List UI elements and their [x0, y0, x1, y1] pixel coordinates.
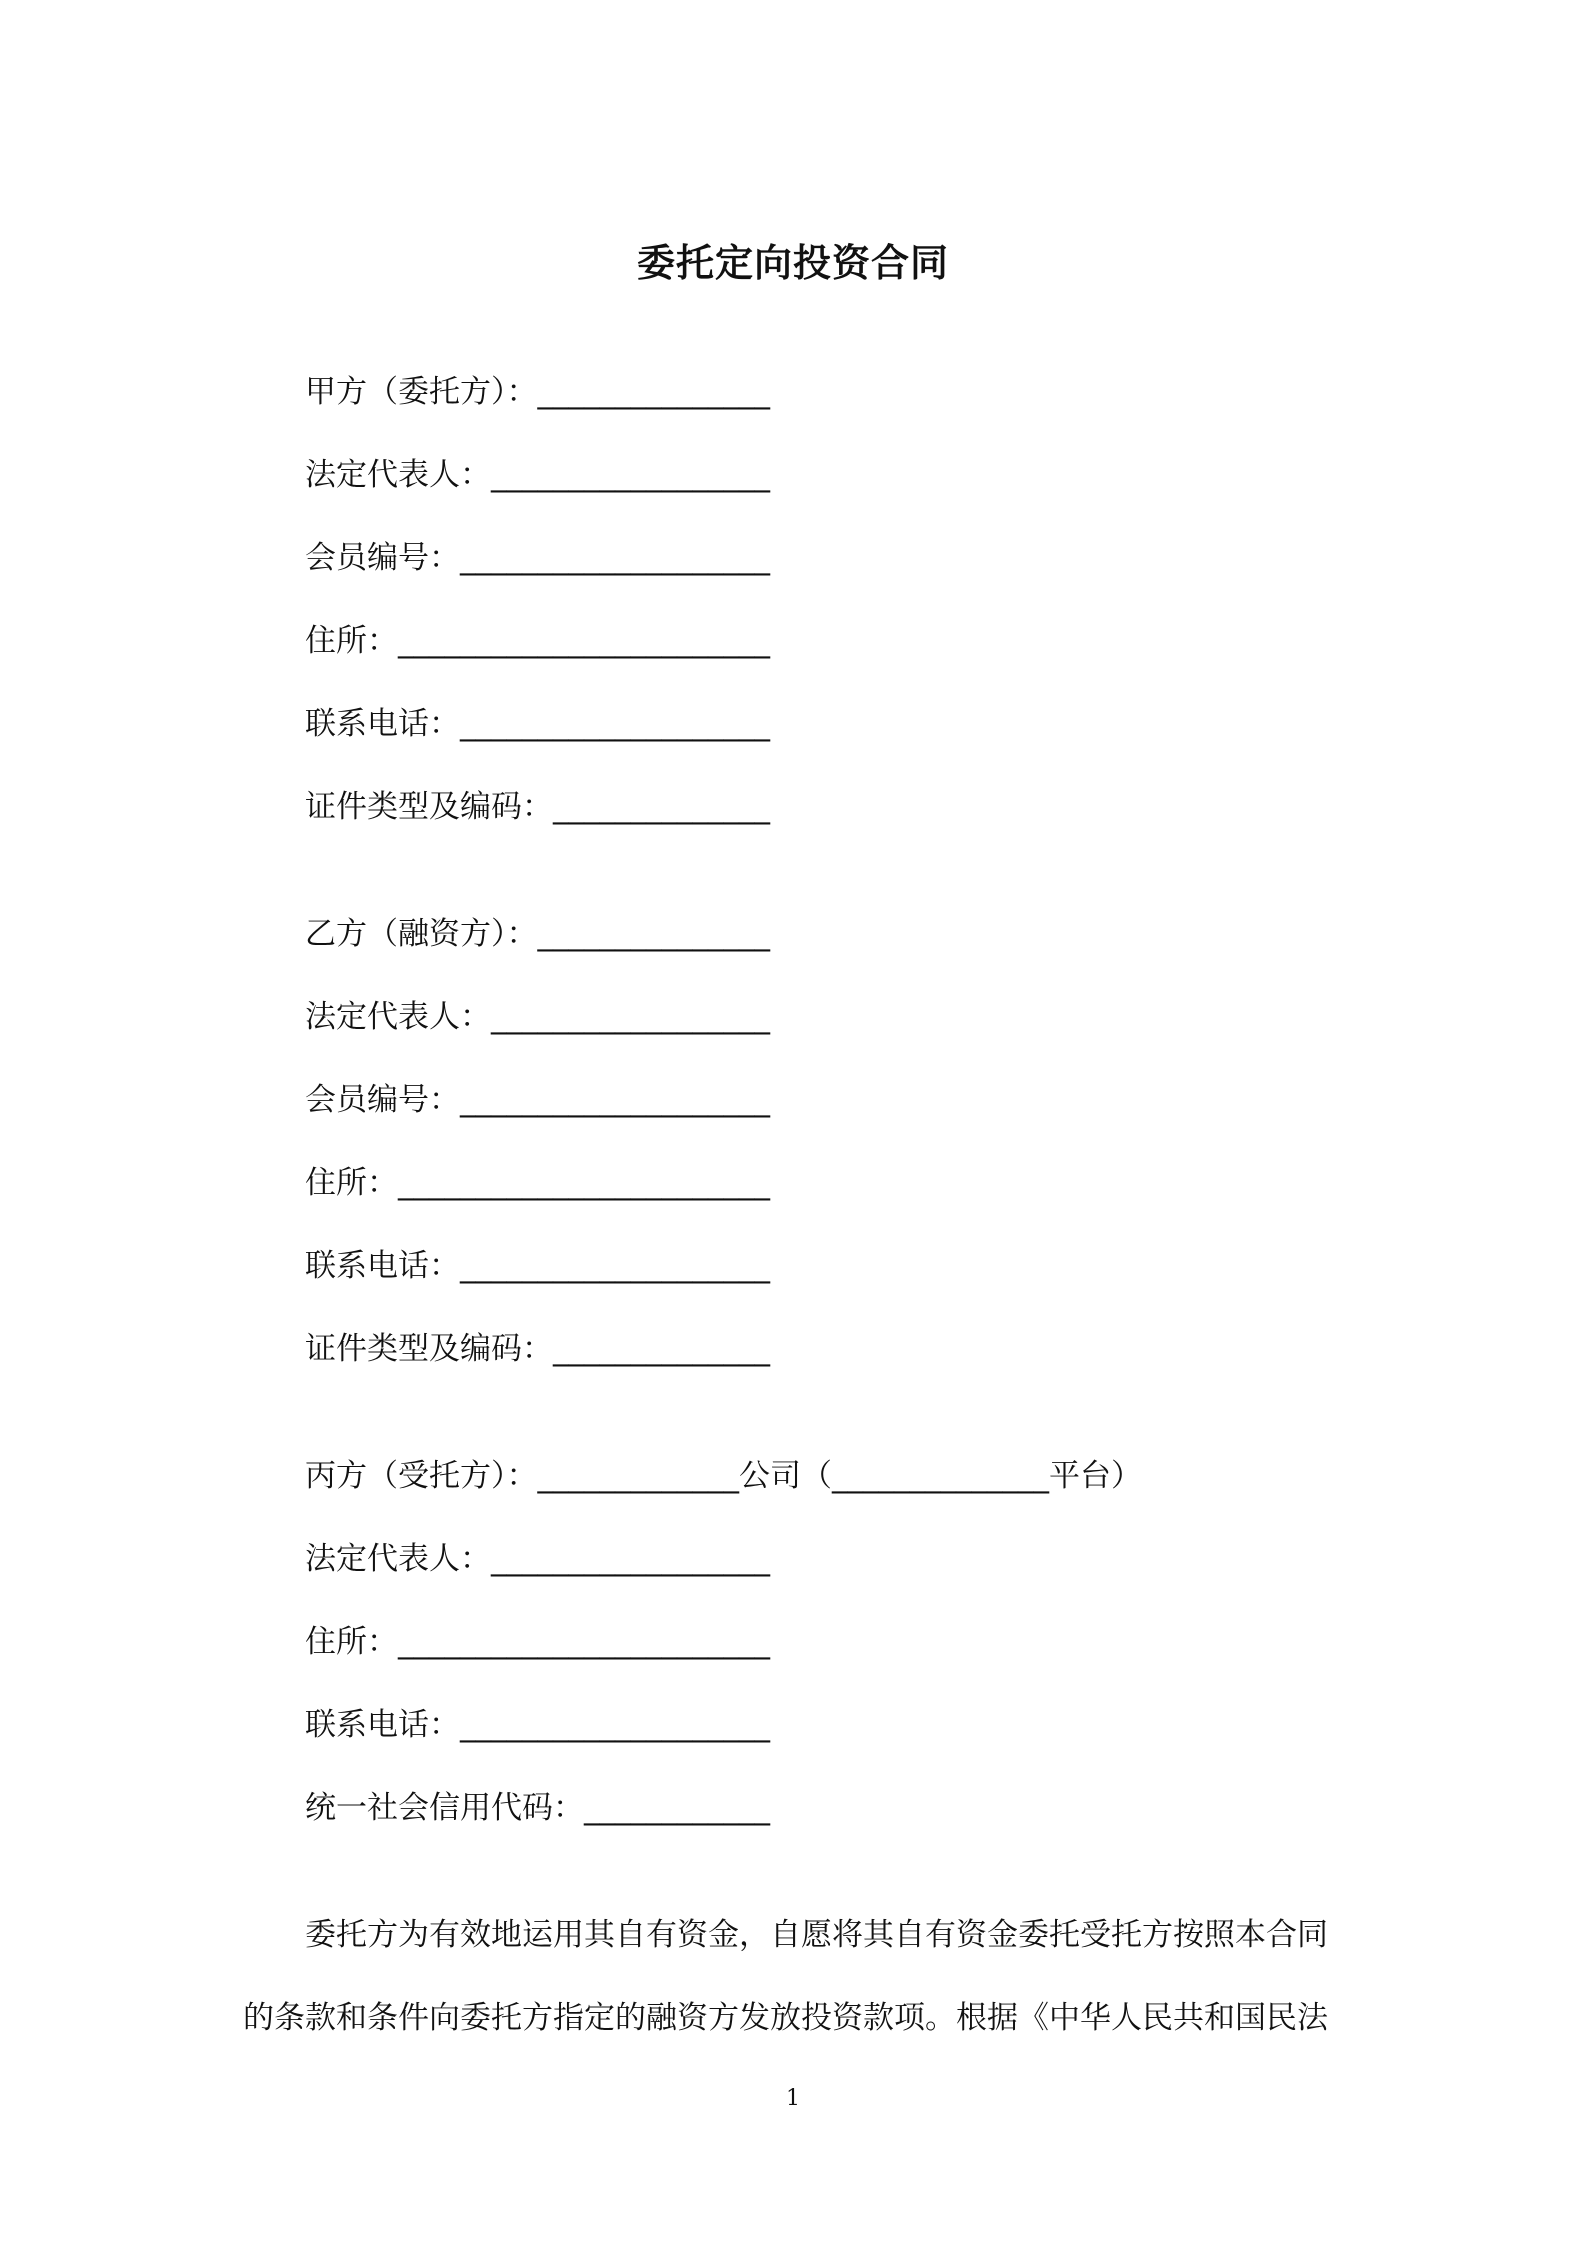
- party-b-name-label: 乙方（融资方）：: [305, 916, 538, 952]
- party-b-rep-line: __________________: [491, 999, 770, 1035]
- party-a-id-label: 证件类型及编码：: [305, 789, 553, 825]
- party-a-rep-label: 法定代表人：: [305, 457, 491, 493]
- party-a-member-label: 会员编号：: [305, 540, 460, 576]
- party-b-phone-label: 联系电话：: [305, 1248, 460, 1284]
- party-c-credit-line: ____________: [584, 1790, 770, 1826]
- body-paragraph-line-2: 的条款和条件向委托方指定的融资方发放投资款项。根据《中华人民共和国民法: [243, 2000, 1328, 2036]
- party-c-company-text: 公司（: [739, 1458, 832, 1494]
- party-b-phone-field: [305, 1244, 770, 1288]
- party-a-phone-label: 联系电话：: [305, 706, 460, 742]
- party-b-name-field: [305, 912, 770, 956]
- party-a-rep-field: [305, 453, 770, 497]
- page-number: 1: [786, 2086, 800, 2111]
- party-a-rep-line: __________________: [491, 457, 770, 493]
- party-a-member-field: [305, 536, 770, 580]
- page-title: 委托定向投资合同: [636, 241, 949, 285]
- party-b-rep-field: [305, 995, 770, 1039]
- party-b-address-line: ________________________: [398, 1165, 770, 1201]
- party-c-address-label: 住所：: [305, 1624, 398, 1660]
- party-a-name-label: 甲方（委托方）：: [305, 374, 538, 410]
- party-c-rep-line: __________________: [491, 1541, 770, 1577]
- party-a-phone-line: ____________________: [460, 706, 770, 742]
- party-c-address-field: [305, 1620, 770, 1664]
- party-b-name-line: _______________: [537, 916, 770, 952]
- party-c-company-line: _____________: [537, 1458, 739, 1494]
- party-a-address-line: ________________________: [398, 623, 770, 659]
- party-b-id-label: 证件类型及编码：: [305, 1331, 553, 1367]
- party-a-name-line: _______________: [537, 374, 770, 410]
- party-a-name-field: [305, 370, 770, 414]
- party-a-address-field: [305, 619, 770, 663]
- party-c-phone-label: 联系电话：: [305, 1707, 460, 1743]
- party-b-rep-label: 法定代表人：: [305, 999, 491, 1035]
- party-b-member-field: [305, 1078, 770, 1122]
- party-b-phone-line: ____________________: [460, 1248, 770, 1284]
- body-paragraph-line-1: 委托方为有效地运用其自有资金，自愿将其自有资金委托受托方按照本合同: [305, 1917, 1328, 1953]
- party-c-platform-line: ______________: [832, 1458, 1049, 1494]
- party-a-address-label: 住所：: [305, 623, 398, 659]
- party-c-address-line: ________________________: [398, 1624, 770, 1660]
- party-b-member-line: ____________________: [460, 1082, 770, 1118]
- party-c-phone-line: ____________________: [460, 1707, 770, 1743]
- party-c-name-label: 丙方（受托方）：: [305, 1458, 538, 1494]
- party-a-id-field: [305, 785, 770, 829]
- party-c-platform-text: 平台）: [1049, 1458, 1142, 1494]
- party-a-id-line: ______________: [553, 789, 770, 825]
- party-b-address-label: 住所：: [305, 1165, 398, 1201]
- party-a-phone-field: [305, 702, 770, 746]
- party-b-id-line: ______________: [553, 1331, 770, 1367]
- party-c-name-field: [305, 1454, 1142, 1498]
- party-b-member-label: 会员编号：: [305, 1082, 460, 1118]
- party-c-phone-field: [305, 1703, 770, 1747]
- party-c-credit-label: 统一社会信用代码：: [305, 1790, 584, 1826]
- party-c-rep-label: 法定代表人：: [305, 1541, 491, 1577]
- party-b-address-field: [305, 1161, 770, 1205]
- party-c-rep-field: [305, 1537, 770, 1581]
- party-b-id-field: [305, 1327, 770, 1371]
- party-a-member-line: ____________________: [460, 540, 770, 576]
- party-c-credit-field: [305, 1786, 770, 1830]
